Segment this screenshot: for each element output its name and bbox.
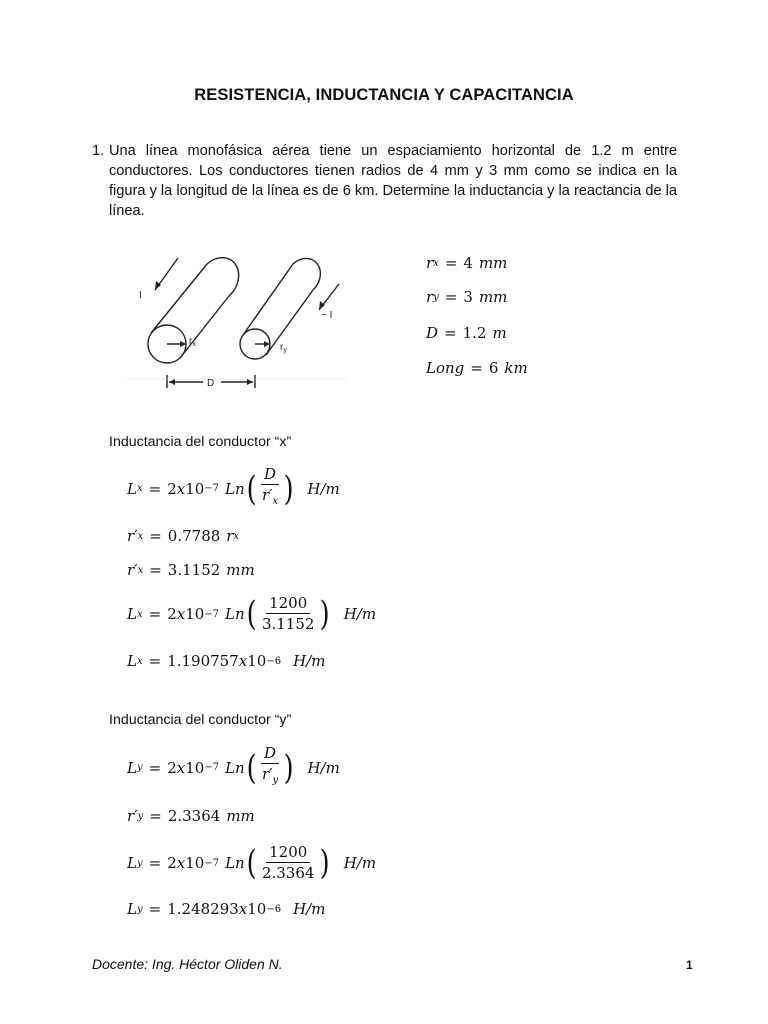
figure-label-ry: $r_y$ <box>280 342 287 354</box>
equation-Lx-result: L x = 1.190757 x 10 −6 H/m <box>127 652 326 670</box>
equation-rx-prime-factor: r′ x = 0.7788 r x <box>127 527 240 545</box>
given-ry: r y = 3 mm <box>426 288 508 306</box>
section-heading-y: Inductancia del conductor “y” <box>109 712 292 728</box>
figure-label-current-y: − I <box>321 310 333 321</box>
given-length: Long = 6 km <box>426 359 528 377</box>
equation-Ly-formula: L y = 2 x 10 −7 Ln ( $\frac{D}{r'_y}$ ) H/m <box>127 744 340 788</box>
figure-label-current-x: I <box>139 290 142 301</box>
given-rx: r x = 4 mm <box>426 254 508 272</box>
problem-number: 1. <box>92 143 105 159</box>
equation-rx-prime-value: r′ x = 3.1152 mm <box>127 561 255 579</box>
given-D: D = 1.2 m <box>426 324 507 342</box>
problem-statement <box>92 141 677 221</box>
equation-Ly-substituted: L y = 2 x 10 −7 Ln ( $\frac{1200}{2.3364}$ ) H/m <box>127 843 377 883</box>
section-heading-x: Inductancia del conductor “x” <box>109 434 292 450</box>
equation-Ly-result: L y = 1.248293 x 10 −6 H/m <box>127 900 326 918</box>
equation-ry-prime-value: r′ y = 2.3364 mm <box>127 807 255 825</box>
footer-teacher: Docente: Ing. Héctor Oliden N. <box>92 956 283 972</box>
page-title: RESISTENCIA, INDUCTANCIA Y CAPACITANCIA <box>194 86 574 104</box>
problem-text: Una línea monofásica aérea tiene un espaciamiento horizontal de 1.2 m entre conductores. Los conductores tienen radios de 4 mm y 3 mm como se indica en la figura y la longitud de la línea es de 6 km. Determine la inductancia y la reactancia de la línea. <box>109 143 677 219</box>
figure-label-D: D <box>207 378 215 389</box>
equation-Lx-formula: L x = 2 x 10 −7 Ln ( $\frac{D}{r'_x}$ ) H/m <box>127 465 340 509</box>
conductors-figure <box>125 248 350 398</box>
page-number: 1 <box>686 958 693 972</box>
equation-Lx-substituted: L x = 2 x 10 −7 Ln ( $\frac{1200}{3.1152}$ ) H/m <box>127 594 377 634</box>
figure-label-rx: $r_x$ <box>189 336 196 348</box>
